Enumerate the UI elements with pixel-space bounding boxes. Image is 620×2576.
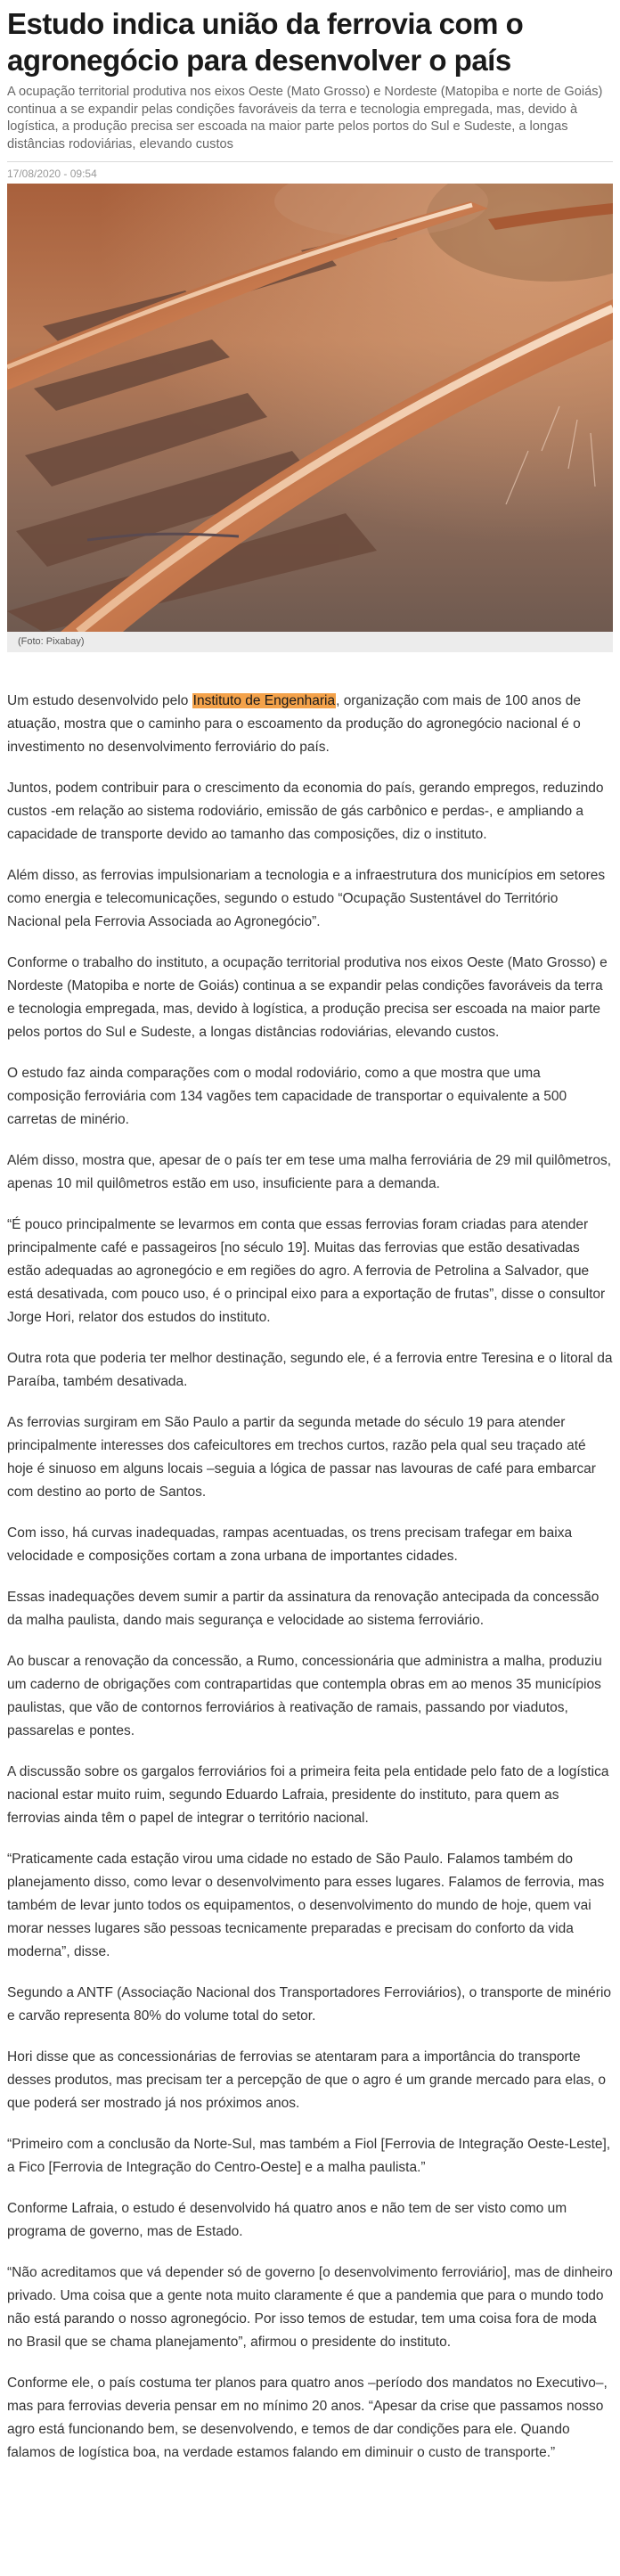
- article-title: Estudo indica união da ferrovia com o agronegócio para desenvolver o país: [7, 7, 524, 77]
- paragraph: Conforme o trabalho do instituto, a ocupação territorial produtiva nos eixos Oeste (Mato Grosso) e Nordeste (Matopiba e norte de Goiás) continua a se expandir pelas condições favoráveis da terra e tecnologia empregada, mas, devido à logística, a produção precisa ser escoada na maior parte pelos portos do Sul e Sudeste, a longas distâncias rodoviárias, elevando custos.: [7, 955, 608, 1040]
- paragraph-text: , organização com mais de 100 anos de atuação, mostra que o caminho para o escoamento da produção do agronegócio nacional é o investimento no desenvolvimento ferroviário do país.: [7, 693, 581, 755]
- paragraph: “Praticamente cada estação virou uma cidade no estado de São Paulo. Falamos também do planejamento disso, como levar o desenvolvimento para esses lugares. Falamos de ferrovia, mas também de levar junto todos os equipamentos, o desenvolvimento do mundo de hoje, quem vai morar nesses lugares são pessoas tecnicamente preparadas e precisam do conforto da vida moderna”, disse.: [7, 1852, 605, 1959]
- paragraph: O estudo faz ainda comparações com o modal rodoviário, como a que mostra que uma composição ferroviária com 134 vagões tem capacidade de transportar o equivalente a 500 carretas de minério.: [7, 1066, 567, 1127]
- paragraph: As ferrovias surgiram em São Paulo a partir da segunda metade do século 19 para atender principalmente interesses dos cafeicultores em trechos curtos, razão pela qual seu traçado até hoje é sinuoso em alguns locais –seguia a lógica de passar nas lavouras de café para embarcar com destino ao porto de Santos.: [7, 1415, 596, 1500]
- paragraph: Outra rota que poderia ter melhor destinação, segundo ele, é a ferrovia entre Teresina e o litoral da Paraíba, também desativada.: [7, 1351, 613, 1389]
- paragraph: Com isso, há curvas inadequadas, rampas acentuadas, os trens precisam trafegar em baixa velocidade e composições cortam a zona urbana de importantes cidades.: [7, 1525, 573, 1564]
- divider: [7, 161, 613, 162]
- paragraph: Hori disse que as concessionárias de ferrovias se atentaram para a importância do transporte desses produtos, mas precisam ter a percepção de que o agro é um grande mercado para elas, o que poderá ser mostrado já nos próximos anos.: [7, 2049, 607, 2111]
- paragraph: A discussão sobre os gargalos ferroviários foi a primeira feita pela entidade pelo fato de a logística nacional estar muito ruim, segundo Eduardo Lafraia, presidente do instituto, para quem as ferrovias ainda têm o papel de integrar o território nacional.: [7, 1764, 609, 1826]
- railway-track-image: [7, 184, 613, 632]
- paragraph: Além disso, mostra que, apesar de o país ter em tese uma malha ferroviária de 29 mil quilômetros, apenas 10 mil quilômetros estão em uso, insuficiente para a demanda.: [7, 1153, 612, 1191]
- paragraph: Ao buscar a renovação da concessão, a Rumo, concessionária que administra a malha, produziu um caderno de obrigações com contrapartidas que contempla obras em ao menos 35 municípios paulistas, que vão de contornos ferroviários à reativação de ramais, passando por viadutos, passarelas e pontes.: [7, 1654, 602, 1738]
- article-lead: A ocupação territorial produtiva nos eixos Oeste (Mato Grosso) e Nordeste (Matopiba e norte de Goiás) continua a se expandir pelas condições favoráveis da terra e tecnologia empregada, mas, devido à logística, a produção precisa ser escoada na maior parte pelos portos do Sul e Sudeste, a longas distâncias rodoviárias, elevando custos: [7, 85, 603, 151]
- photo-caption: (Foto: Pixabay): [7, 632, 613, 652]
- paragraph: “Não acreditamos que vá depender só de governo [o desenvolvimento ferroviário], mas de dinheiro privado. Uma coisa que a gente nota muito claramente é que a pandemia que para o mundo todo não está parando o nosso agronegócio. Por isso temos de estudar, tem uma coisa fora de moda no Brasil que se chama planejamento”, afirmou o presidente do instituto.: [7, 2265, 613, 2350]
- paragraph: Juntos, podem contribuir para o crescimento da economia do país, gerando empregos, reduzindo custos -em relação ao sistema rodoviário, emissão de gás carbônico e perdas-, e ampliando a capacidade de transporte devido ao tamanho das composições, diz o instituto.: [7, 781, 604, 842]
- article-body: [7, 690, 613, 2465]
- paragraph: Segundo a ANTF (Associação Nacional dos Transportadores Ferroviários), o transporte de minério e carvão representa 80% do volume total do setor.: [7, 1985, 612, 2024]
- link-instituto-de-engenharia[interactable]: Instituto de Engenharia: [192, 693, 336, 708]
- paragraph: Conforme ele, o país costuma ter planos para quatro anos –período dos mandatos no Executivo–, mas para ferrovias deveria pensar em no mínimo 20 anos. “Apesar da crise que passamos nosso agro está funcionando bem, se desenvolvendo, e temos de dar condições para ele. Quando falamos de logística boa, na verdade estamos falando em diminuir o custo de transporte.”: [7, 2376, 608, 2460]
- paragraph: “É pouco principalmente se levarmos em conta que essas ferrovias foram criadas para atender principalmente café e passageiros [no século 19]. Muitas das ferrovias que estão desativadas estão adequadas ao agronegócio e em regiões do agro. A ferrovia de Petrolina a Salvador, que está desativada, com pouco uso, é o principal eixo para a exportação de frutas”, disse o consultor Jorge Hori, relator dos estudos do instituto.: [7, 1217, 606, 1325]
- article: [7, 0, 613, 2465]
- paragraph: Além disso, as ferrovias impulsionariam a tecnologia e a infraestrutura dos municípios em setores como energia e telecomunicações, segundo o estudo “Ocupação Sustentável do Território Nacional pela Ferrovia Associada ao Agronegócio”.: [7, 868, 606, 929]
- paragraph-text: Um estudo desenvolvido pelo: [7, 693, 192, 708]
- paragraph: Conforme Lafraia, o estudo é desenvolvido há quatro anos e não tem de ser visto como um programa de governo, mas de Estado.: [7, 2201, 567, 2239]
- paragraph-1: [7, 690, 613, 759]
- article-photo: [7, 184, 613, 632]
- paragraph: Essas inadequações devem sumir a partir da assinatura da renovação antecipada da concessão da malha paulista, dando mais segurança e velocidade ao sistema ferroviário.: [7, 1590, 600, 1628]
- publish-date: 17/08/2020 - 09:54: [7, 168, 97, 180]
- paragraph: “Primeiro com a conclusão da Norte-Sul, mas também a Fiol [Ferrovia de Integração Oeste-Leste], a Fico [Ferrovia de Integração do Centro-Oeste] e a malha paulista.”: [7, 2137, 611, 2175]
